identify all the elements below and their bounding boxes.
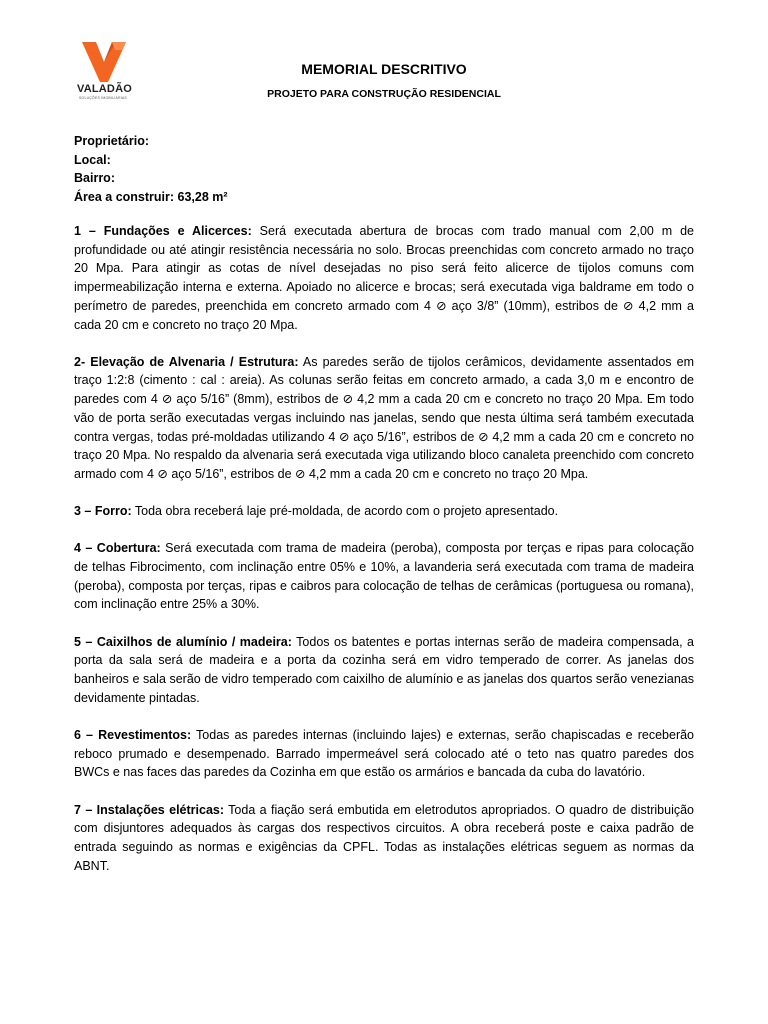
document-body <box>74 222 694 894</box>
section-heading: 2- Elevação de Alvenaria / Estrutura: <box>74 354 299 369</box>
field-area: Área a construir: 63,28 m² <box>74 189 228 204</box>
section-frames <box>74 633 694 708</box>
section-heading: 5 – Caixilhos de alumínio / madeira: <box>74 634 292 649</box>
section-text: Será executada com trama de madeira (peroba), composta por terças e ripas para colocação de telhas Fibrocimento, com inclinação entre 05% e 10%, a lavanderia será executada com trama de madeira (peroba), composta por terças, ripas e caibros para colocação de telhas de cerâmicas (portuguesa ou romana), com inclinação entre 25% a 30%. <box>74 541 694 612</box>
section-ceiling <box>74 502 694 521</box>
section-heading: 1 – Fundações e Alicerces: <box>74 224 252 238</box>
section-text: Todos os batentes e portas internas serão de madeira compensada, a porta da sala será de madeira e a porta da cozinha será em vidro temperado de correr. As janelas dos banheiros e sala serão de vidro temperado com caixilho de alumínio e as janelas dos quartos serão venezianas devidamente pintadas. <box>74 634 694 705</box>
section-heading: 6 – Revestimentos: <box>74 727 192 742</box>
section-roofing <box>74 539 694 614</box>
section-text: Toda obra receberá laje pré-moldada, de acordo com o projeto apresentado. <box>131 504 559 519</box>
field-location: Local: <box>74 152 111 167</box>
section-heading: 4 – Cobertura: <box>74 541 161 556</box>
section-text: Toda a fiação será embutida em eletrodutos apropriados. O quadro de distribuição com disjuntores adequados às cargas dos respectivos circuitos. A obra receberá poste e caixa padrão de entrada seguindo as normas e exigências da CPFL. Todas as instalações elétricas seguem as normas da ABNT. <box>74 802 694 873</box>
logo-tagline: SOLUÇÕES IMOBILIÁRIAS <box>79 96 127 100</box>
section-masonry <box>74 353 694 484</box>
document-title: MEMORIAL DESCRITIVO <box>301 61 467 77</box>
logo-wordmark: VALADÃO <box>77 83 132 95</box>
section-heading: 7 – Instalações elétricas: <box>74 802 225 817</box>
property-fields <box>74 132 228 206</box>
document-subtitle: PROJETO PARA CONSTRUÇÃO RESIDENCIAL <box>267 88 501 100</box>
section-heading: 3 – Forro: <box>74 504 132 519</box>
section-electrical <box>74 801 694 876</box>
section-coatings <box>74 726 694 782</box>
field-district: Bairro: <box>74 171 115 186</box>
field-owner: Proprietário: <box>74 134 150 148</box>
section-text: Todas as paredes internas (incluindo lajes) e externas, serão chapiscadas e receberão reboco prumado e desempenado. Barrado impermeável será colocado até o teto nas quatro paredes dos BWCs e nas faces das paredes da Cozinha em que estão os armários e bancada da cuba do lavatório. <box>74 727 695 780</box>
section-text: Será executada abertura de brocas com trado manual com 2,00 m de profundidade ou até atingir resistência necessária no solo. Brocas preenchidas com concreto armado no traço 20 Mpa. Para atingir as cotas de nível desejadas no piso será feito alicerce de tijolos comuns com impermeabilização interna e externa. Apoiado no alicerce e brocas; será executada viga baldrame em todo o perímetro de paredes, preenchida em concreto armado com 4 ⊘ aço 3/8” (10mm), estribos de ⊘ 4,2 mm a cada 20 cm e concreto no traço 20 Mpa. <box>74 224 694 332</box>
section-foundations <box>74 222 694 334</box>
section-text: As paredes serão de tijolos cerâmicos, devidamente assentados em traço 1:2:8 (cimento : cal : areia). As colunas serão feitas em concreto armado, a cada 3,0 m e encontro de paredes com 4 ⊘ aço 5/16” (8mm), estribos de ⊘ 4,2 mm a cada 20 cm e concreto no traço 20 Mpa. Em todo vão de porta serão executadas vergas incluindo nas janelas, sendo que nesta última será também executada contra vergas, todas pré-moldadas utilizando 4 ⊘ aço 5/16”, estribos de ⊘ 4,2 mm a cada 20 cm e concreto no traço 20 Mpa. No respaldo da alvenaria será executada viga utilizando bloco canaleta preenchido com concreto armado com 4 ⊘ aço 5/16”, estribos de ⊘ 4,2 mm a cada 20 cm e concreto no traço 20 Mpa. <box>74 354 694 481</box>
